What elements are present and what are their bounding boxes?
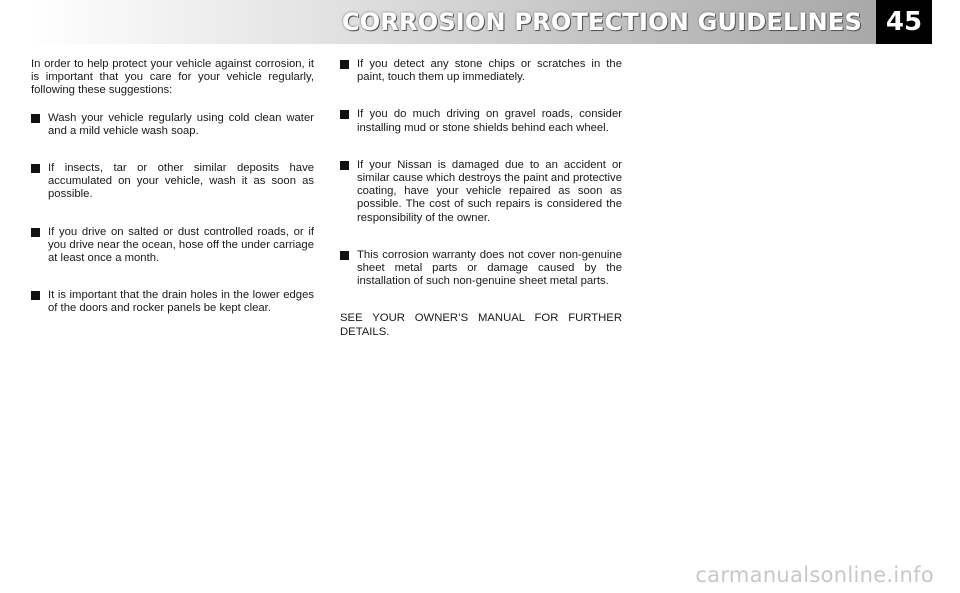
watermark: carmanualsonline.info	[695, 563, 934, 587]
list-item	[31, 112, 314, 138]
page-number: 45	[876, 0, 932, 44]
list-item	[340, 108, 622, 134]
page-title: CORROSION PROTECTION GUIDELINES	[341, 8, 862, 36]
list-item-text: Wash your vehicle regularly using cold clean water and a mild vehicle wash soap.	[48, 111, 314, 137]
square-bullet-icon	[31, 114, 40, 123]
list-item-text: If insects, tar or other similar deposits have accumulated on your vehicle, wash it as soon as possible.	[48, 162, 314, 201]
square-bullet-icon	[340, 251, 349, 260]
list-item	[340, 58, 622, 84]
square-bullet-icon	[31, 228, 40, 237]
square-bullet-icon	[31, 164, 40, 173]
right-column	[340, 58, 622, 353]
list-item-text: If your Nissan is damaged due to an accident or similar cause which destroys the paint and protective coating, have your vehicle repaired as soon as possible. The cost of such repairs is considered the responsibility of the owner.	[357, 158, 622, 224]
list-item	[340, 249, 622, 289]
left-column	[31, 58, 314, 340]
list-item-text: If you drive on salted or dust controlled roads, or if you drive near the ocean, hose off the under carriage at least once a month.	[48, 225, 314, 265]
intro-paragraph: In order to help protect your vehicle against corrosion, it is important that you care for your vehicle regularly, following these suggestions:	[31, 58, 314, 97]
closing-note: SEE YOUR OWNER’S MANUAL FOR FURTHER DETAILS.	[340, 312, 622, 338]
list-item	[31, 226, 314, 266]
list-item	[31, 162, 314, 202]
list-item	[31, 289, 314, 315]
list-item-text: It is important that the drain holes in the lower edges of the doors and rocker panels be kept clear.	[48, 289, 314, 315]
page-header	[28, 0, 876, 44]
square-bullet-icon	[340, 161, 349, 170]
square-bullet-icon	[31, 291, 40, 300]
list-item-text: This corrosion warranty does not cover non-genuine sheet metal parts or damage caused by the installation of such non-genuine sheet metal parts.	[357, 248, 622, 288]
square-bullet-icon	[340, 60, 349, 69]
square-bullet-icon	[340, 110, 349, 119]
list-item-text: If you detect any stone chips or scratches in the paint, touch them up immediately.	[357, 58, 622, 84]
list-item	[340, 159, 622, 225]
list-item-text: If you do much driving on gravel roads, consider installing mud or stone shields behind each wheel.	[357, 108, 622, 134]
